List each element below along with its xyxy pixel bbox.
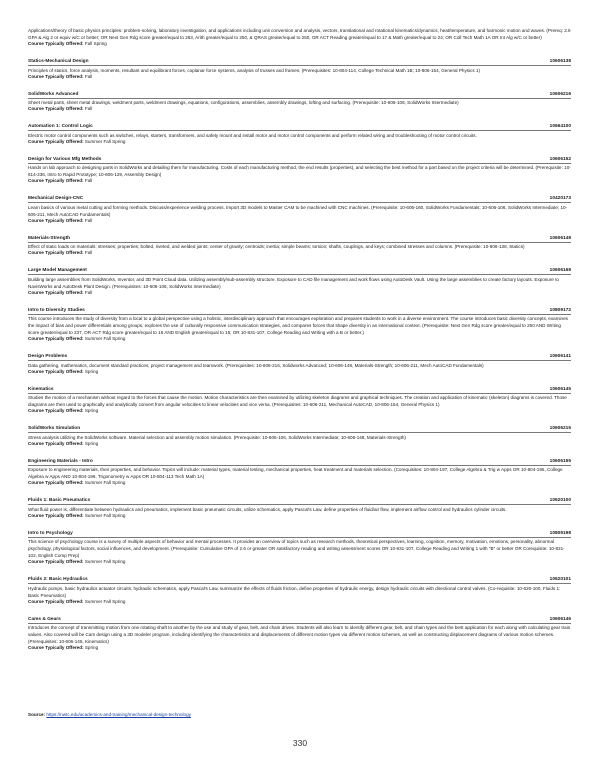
course-description: Effect of static loads on materials; stresses; properties; bolted, riveted, and welded joints; center of gravity; centroids; inertia; simple beams; torsion; shafts, couplings, and keys; combined stresses and columns. (Prerequisite: 10-606-138, Statics) bbox=[28, 244, 525, 249]
course-entry bbox=[28, 425, 571, 447]
course-offered bbox=[28, 336, 571, 343]
course-offered bbox=[28, 369, 571, 376]
course-entry bbox=[28, 267, 571, 296]
course-entry bbox=[28, 58, 571, 80]
offered-value: Spring bbox=[84, 368, 99, 374]
course-entry bbox=[28, 497, 571, 519]
offered-label: Course Typically Offered: bbox=[28, 73, 84, 79]
course-offered bbox=[28, 290, 571, 297]
course-title: Statics-Mechanical Design bbox=[28, 59, 89, 64]
offered-value: Spring bbox=[84, 408, 99, 413]
course-title: SolidWorks Simulation bbox=[28, 426, 81, 431]
course-title: Materials-Strength bbox=[28, 235, 71, 241]
course-header bbox=[28, 458, 571, 466]
offered-label: Course Typically Offered: bbox=[28, 645, 84, 650]
offered-value: Fall bbox=[84, 73, 93, 79]
offered-label: Course Typically Offered: bbox=[28, 138, 84, 144]
course-description: Stress analysis utilizing the SolidWorks software. Material selection and assembly motion simulation. (Prerequisite: 10-606-106, SolidWorks Intermediate; 10-606-148, Materials-Strength) bbox=[28, 434, 406, 440]
course-entry bbox=[28, 91, 571, 113]
course-offered bbox=[28, 645, 571, 652]
course-offered bbox=[28, 408, 571, 415]
course-code: 10664100 bbox=[549, 124, 571, 129]
course-title: Design Problems bbox=[28, 354, 68, 359]
course-title: Automation 1: Control Logic bbox=[28, 124, 93, 129]
course-title: Design for Various Mfg Methods bbox=[28, 156, 102, 162]
course-offered bbox=[28, 178, 571, 185]
page-number: 330 bbox=[292, 738, 308, 748]
course-entry bbox=[28, 156, 571, 185]
offered-value: Fall bbox=[84, 250, 93, 255]
course-code: 10606138 bbox=[549, 59, 571, 64]
course-code: 10620101 bbox=[549, 577, 571, 582]
course-title: Large Model Management bbox=[28, 268, 87, 273]
source-line bbox=[28, 711, 191, 718]
offered-label: Course Typically Offered: bbox=[28, 368, 84, 374]
offered-label: Course Typically Offered: bbox=[28, 250, 84, 255]
course-title: Intro to Psychology bbox=[28, 530, 73, 536]
course-code: 10420173 bbox=[549, 196, 571, 201]
course-header bbox=[28, 91, 571, 99]
course-entry bbox=[28, 576, 571, 605]
offered-label: Course Typically Offered: bbox=[28, 480, 84, 485]
course-header bbox=[28, 58, 571, 66]
course-code: 10620100 bbox=[549, 498, 571, 503]
offered-label: Course Typically Offered: bbox=[28, 512, 84, 518]
course-offered bbox=[28, 480, 571, 487]
offered-value: Summer Fall Spring bbox=[84, 598, 126, 604]
course-offered bbox=[28, 441, 571, 448]
course-header bbox=[28, 576, 571, 584]
course-header bbox=[28, 386, 571, 394]
course-header bbox=[28, 307, 571, 315]
offered-label: Course Typically Offered: bbox=[28, 336, 84, 341]
course-description: Hands on lab approach to designing parts in SolidWorks and detailing them for manufacturing. Costs of each manufacturing method, the end results (properties), and selecting the best method for a part based on the project criteria will be determined. (Prerequisite: 10-614-236, Intro to Rapid Prototype; 10-606-129, Assembly Design) bbox=[28, 165, 571, 177]
course-entry bbox=[28, 530, 571, 566]
course-header bbox=[28, 530, 571, 538]
offered-value: Summer Fall Spring bbox=[84, 512, 126, 518]
offered-label: Course Typically Offered: bbox=[28, 440, 84, 446]
course-code: 10606146 bbox=[549, 616, 571, 622]
offered-label: Course Typically Offered: bbox=[28, 289, 84, 295]
course-description: This science of psychology course is a survey of multiple aspects of behavior and mental processes. It provides an overview of topics such as research methods, theoretical perspectives, learning, cognition, memory, motivation, emotions, personality, abnormal psychology, physiological factors, social influences, and development. (Prerequisite: Cumulative GPA of 2.6 or greater OR satisfactory reading and writing assessment scores OR 10-831-107, College Reading and Writing 1 with "B" or better OR Corequisite: 10-831-102, English Comp Prep) bbox=[28, 539, 565, 558]
course-title: Kinematics bbox=[28, 386, 54, 392]
offered-label: Course Typically Offered: bbox=[28, 559, 84, 564]
course-entry bbox=[28, 307, 571, 343]
offered-value: Fall bbox=[84, 217, 93, 223]
course-description: This course introduces the study of diversity from a local to a global perspective using a holistic, interdisciplinary approach that encourages exploration and prepares students to work in a diverse environment. The course introduces basic diversity concepts, examines the impact of bias and power differentials among groups, explores the use of culturally responsive communication strategies, and compares forces that shape diversity in an international context. (Prerequisite: Next Gen Rdg score greater/equal to 250 AND Writing score greater/equal to 237, OR ACT Rdg score greater/equal to 16 AND English greater/equal to 15; OR 10-831-107, College Reading and Writing with a B or better.) bbox=[28, 316, 568, 335]
course-entry bbox=[28, 123, 571, 145]
offered-label: Course Typically Offered: bbox=[28, 41, 84, 46]
course-code: 10809172 bbox=[549, 307, 571, 313]
offered-value: Fall bbox=[84, 106, 93, 111]
course-header bbox=[28, 616, 571, 624]
course-header bbox=[28, 156, 571, 164]
source-label: Source: bbox=[28, 712, 46, 717]
course-header bbox=[28, 195, 571, 203]
offered-label: Course Typically Offered: bbox=[28, 217, 84, 223]
course-entry bbox=[28, 458, 571, 487]
course-code: 10606141 bbox=[549, 354, 571, 359]
course-code: 10606152 bbox=[549, 156, 571, 162]
offered-label: Course Typically Offered: bbox=[28, 178, 84, 183]
course-code: 10809198 bbox=[549, 530, 571, 536]
course-header bbox=[28, 235, 571, 243]
course-entry bbox=[28, 195, 571, 224]
course-entry bbox=[28, 235, 571, 257]
course-offered bbox=[28, 250, 571, 257]
course-header bbox=[28, 123, 571, 131]
course-title: Mechanical Design-CNC bbox=[28, 196, 84, 201]
course-code: 10606215 bbox=[549, 426, 571, 431]
course-catalog-page bbox=[28, 27, 571, 652]
course-header bbox=[28, 267, 571, 275]
intro-description: Applications/theory of basic physics principles: problem-solving, laboratory investigation, and applications including unit conversion and analysis, vectors, translational and rotational kinematics/dynamics, heat/temperature, and harmonic motion and waves. (Prereq: 2.6 GPA & Alg 2 or equiv w/C or better; OR Next Gen Rdg score greater/equal to 263, Arith greater/equal to 250, & QRAS greater/equal to 250, OR ACT Reading greater/equal to 17 & Math greater/equal to 24; OR Coll Tech Math 1A OR Int Alg w/C or better) bbox=[28, 28, 571, 40]
course-code: 10606148 bbox=[549, 235, 571, 241]
offered-value: Spring bbox=[84, 440, 99, 446]
course-entry bbox=[28, 616, 571, 652]
course-header bbox=[28, 425, 571, 433]
course-code: 10606168 bbox=[549, 268, 571, 273]
course-description: Learn basics of various metal cutting and forming methods. Discuss/experience welding process. Import 3D models to Master CAM to be machined with CNC machines. (Prerequisite: 10-606-160, SolidWorks Fundamentals; 10-606-106, SolidWorks Intermediate; 10-606-211, Mech AutoCAD Fundamentals) bbox=[28, 204, 568, 217]
course-code: 10606216 bbox=[549, 91, 571, 97]
offered-value: Summer Fall Spring bbox=[84, 138, 126, 144]
course-header bbox=[28, 353, 571, 361]
course-header bbox=[28, 497, 571, 505]
course-title: Cams & Gears bbox=[28, 616, 61, 622]
course-description: Principles of statics, force analysis, moments, resultant and equilibrant forces, coplanar force systems, analysis of trusses and frames. (Prerequisites: 10-804-114, College Technical Math 1B; 10-806-154, General Physics 1) bbox=[28, 67, 481, 73]
offered-value: Spring bbox=[84, 645, 99, 650]
course-title: Fluids 1: Basic Pneumatics bbox=[28, 498, 91, 503]
course-offered bbox=[28, 218, 571, 225]
course-entry bbox=[28, 386, 571, 415]
course-description: Exposure to engineering materials, their properties, and behavior. Topics will include: material types, material testing, mechanical properties, heat treatment and materials selection. (Corequisites: 10-804-197, College Algebra & Trig w Apps OR 10-804-195, College Algebra w Apps AND 10-804-196, Trigonometry w Apps OR 10-804-113 Tech Math 1A) bbox=[28, 467, 563, 479]
offered-value: Fall Spring bbox=[84, 41, 107, 46]
course-title: Engineering Materials - Intro bbox=[28, 458, 93, 464]
offered-label: Course Typically Offered: bbox=[28, 106, 84, 111]
course-description: Building large assemblies from SolidWorks, Inventor, and 3D Point Cloud data. Utilizing assembly/sub-assembly structure. Exposure to CAD file management and work flows using AutoDesk Vault. Using the large assemblies to create factory layouts. Exposure to NavisWorks and AutoDesk Plant Design. (Prerequisites: 10-606-106, SolidWorks Intermediate) bbox=[28, 276, 559, 289]
source-link[interactable]: https://nwtc.edu/academics-and-training/mechanical-design-technology bbox=[46, 712, 191, 717]
course-description: Studies the motion of a mechanism without regard to the forces that cause the motion. Motion characteristics are then examined by utilizing skeleton diagrams and graphical techniques. The creation and application of kinematic (skeleton) diagrams is covered. Those diagrams are then used to graphically and analytically convert from angular velocities to linear velocities and vice versa. (Prerequisites: 10-606-211, Mechanical AutoCAD, 10-806-154, General Physics 1) bbox=[28, 395, 567, 407]
intro-course bbox=[28, 27, 571, 48]
offered-label: Course Typically Offered: bbox=[28, 408, 84, 413]
course-description: Sheet metal parts, sheet metal drawings, weldment parts, weldment drawings, equations, configurations, assemblies, assembly drawings, lofting and surfacing. (Prerequisite: 10-606-106, SolidWorks Intermediate) bbox=[28, 100, 459, 105]
course-title: Intro to Diversity Studies bbox=[28, 307, 85, 313]
offered-value: Fall bbox=[84, 289, 93, 295]
course-code: 10606155 bbox=[549, 458, 571, 464]
course-description: What fluid power is, differentiate between hydraulics and pneumatics, implement basic pneumatic circuits, utilize schematics, apply Pascal's Law, define properties of fluid/air flow, implement airflow control and hydraulics cylinder circuits. bbox=[28, 506, 507, 512]
course-offered bbox=[28, 599, 571, 606]
course-entry bbox=[28, 353, 571, 375]
offered-value: Summer Fall Spring bbox=[84, 480, 126, 485]
offered-value: Summer Fall Spring bbox=[84, 336, 126, 341]
intro-offered bbox=[28, 41, 571, 48]
course-title: Fluids 2: Basic Hydraulics bbox=[28, 577, 88, 582]
course-description: Introduces the concept of transmitting motion from one rotating shaft to another by the use and study of gear, belt, and chain drives. Students will also learn to identify different gear, belt, and chain types and the best application for each along with calculating gear train values. Also covered will be Cam design using a 3D modeler program, including identifying the characteristics and displacements of different motion types via different motion schemes, as well as constructing displacement diagrams of various motion schemes. (Prerequisites: 10-606-145, Kinematics) bbox=[28, 625, 571, 644]
offered-value: Fall bbox=[84, 178, 93, 183]
course-title: SolidWorks Advanced bbox=[28, 91, 79, 97]
course-offered bbox=[28, 106, 571, 113]
course-offered bbox=[28, 513, 571, 520]
course-offered bbox=[28, 74, 571, 81]
offered-label: Course Typically Offered: bbox=[28, 598, 84, 604]
course-offered bbox=[28, 139, 571, 146]
offered-value: Summer Fall Spring bbox=[84, 559, 126, 564]
course-description: Electric motor control components such as switches, relays, starters, transformers, and safety mount and install motor and motor control components and perform related wiring and troubleshooting of motor control circuits. bbox=[28, 132, 477, 138]
course-list bbox=[28, 58, 571, 652]
course-description: Hydraulic pumps, basic hydraulics actuator circuits, hydraulic schematics, apply Pascal's Law, summarize the effects of fluids friction, define properties of hydraulic energy, design hydraulic circuits with directional control valves. (Co-requisite: 10-620-100, Fluids 1: Basic Pneumatics) bbox=[28, 585, 561, 598]
course-offered bbox=[28, 559, 571, 566]
course-description: Data gathering, mathematics, document standard practices, project management and teamwork. (Prerequisites: 10-606-216, Solidworks Advanced; 10-606-148, Materials-Strength; 10-606-211, Mech AutoCAD Fundamentals) bbox=[28, 362, 484, 368]
course-code: 10606145 bbox=[549, 386, 571, 392]
